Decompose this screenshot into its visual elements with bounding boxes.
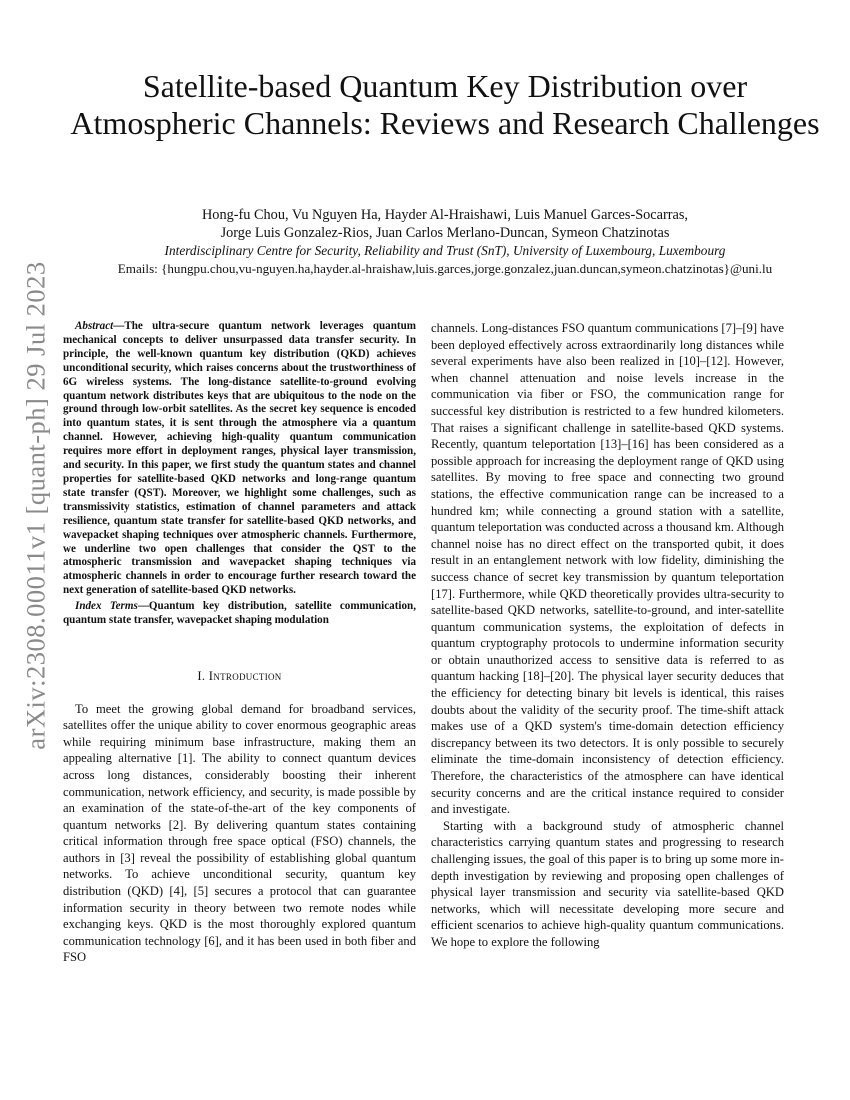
index-terms-label: Index Terms [75, 600, 138, 613]
author-emails: Emails: {hungpu.chou,vu-nguyen.ha,hayder.al-hraishaw,luis.garces,jorge.gonzalez,juan.duncan,symeon.chatzinotas}@uni.lu [117, 261, 773, 276]
introduction-paragraph-1: To meet the growing global demand for broadband services, satellites offer the unique ability to cover enormous geographic areas while requiring minimum base infrastructure, making them an appealing alternative [1]. The ability to connect quantum devices across long distances, considerably boosting their inherent communication, network efficiency, and security, is made possible by an examination of the state-of-the-art of the key components of quantum networks [2]. By delivering quantum states containing critical information through free space optical (FSO) channels, the authors in [3] reveal the possibility of establishing global quantum networks. To achieve unconditional security, quantum key distribution (QKD) [4], [5] secures a protocol that can guarantee information security in theory between two remote nodes while exchanging keys. QKD is the most thoroughly explored quantum communication technology [6], and it has been used in both fiber and FSO [63, 701, 416, 965]
section-number: I. [197, 668, 209, 683]
abstract-text: The ultra-secure quantum network leverages quantum mechanical concepts to deliver unsurpassed data transfer security. In principle, the well-known quantum key distribution (QKD) achieves unconditional security, which raises concerns about the trustworthiness of 6G wireless systems. The long-distance satellite-to-ground evolving quantum network distributes keys that are ubiquitous to the node on the ground through low-orbit satellites. As the secret key sequence is encoded into quantum states, it is sent through the atmosphere via a quantum channel. However, achieving high-quality quantum communication requires more effort in deployment ranges, physical layer transmission, and security. In this paper, we first study the quantum states and channel properties for satellite-based QKD networks and long-range quantum state transfer (QST). Moreover, we highlight some challenges, such as transmissivity statistics, estimation of channel parameters and attack resilience, quantum state transfer for satellite-based QKD networks, and wavepacket shaping techniques over atmospheric channels. Furthermore, we underline two open challenges that consider the QST to the atmospheric transmission and wavepacket shaping techniques via atmospheric channels in order to encourage further research toward the next generation of satellite-based QKD networks. [63, 320, 416, 597]
section-name: Introduction [208, 668, 282, 683]
right-column [431, 320, 784, 951]
abstract-label: Abstract [75, 320, 114, 332]
authors-line-1: Hong-fu Chou, Vu Nguyen Ha, Hayder Al-Hraishawi, Luis Manuel Garces-Socarras, [201, 207, 689, 223]
introduction-paragraph-1-continued: channels. Long-distances FSO quantum communications [7]–[9] have been deployed effectively across extraordinarily long distances while several experiments have also been realized in [10]–[12]. However, when channel attenuation and noise levels increase in the communication via fiber or FSO, the communication range for successful key distribution is restricted to a few hundred kilometers. That raises a significant challenge in satellite-based QKD systems. Recently, quantum teleportation [13]–[16] has been considered as a possible approach for increasing the deployment range of QKD using satellites. By moving to free space and connecting two ground stations, the effective communication range can be increased to a hundred km; while connecting a ground station with a satellite, quantum teleportation was conducted across a thousand km. Although channel noise has no direct effect on the transported qubit, it does result in an entanglement network with low fidelity, diminishing the success chance of secret key transmission by quantum teleportation [17]. Furthermore, while QKD theoretically provides ultra-security to satellite-based QKD networks, satellite-to-ground, and inter-satellite quantum communication systems, the exploitation of defects in quantum cryptography protocols to undermine information security or obtain unauthorized access to sensitive data is referred to as quantum hacking [18]–[20]. The physical layer security deduces that the efficiency for detecting binary bit levels is identical, this raises doubts about the validity of the security proof. The time-shift attack makes use of a QKD system's time-domain detection efficiency discrepancy between its two detectors. It is only possible to securely eliminate the time-domain inconsistency of detection efficiency. Therefore, the characteristics of the atmosphere can have identical security concerns and are the critical instance required to consider and investigate. [431, 321, 784, 817]
index-terms-text: Quantum key distribution, satellite communication, quantum state transfer, wavepacket shaping modulation [63, 600, 416, 627]
index-terms [63, 600, 416, 628]
paper-title: Satellite-based Quantum Key Distribution over Atmospheric Channels: Reviews and Research Challenges [70, 68, 820, 141]
index-terms-dash: — [137, 600, 149, 613]
arxiv-identifier-text: arXiv:2308.00011v1 [quant-ph] 29 Jul 2023 [20, 260, 51, 750]
affiliation: Interdisciplinary Centre for Security, Reliability and Trust (SnT), University of Luxembourg, Luxembourg [164, 243, 726, 258]
abstract-dash: — [113, 320, 125, 332]
authors-line-2: Jorge Luis Gonzalez-Rios, Juan Carlos Merlano-Duncan, Symeon Chatzinotas [220, 225, 670, 241]
section-heading-introduction [63, 668, 416, 685]
introduction-paragraph-2: Starting with a background study of atmospheric channel characteristics carrying quantum states and progressing to research challenging issues, the goal of this paper is to bring up some more in-depth investigation by reviewing and proposing open challenges of physical layer transmission and security via satellite-based QKD networks, which will necessitate developing more secure and efficient scenarios to achieve high-quality quantum communications. We hope to explore the following [431, 818, 784, 949]
abstract [63, 320, 416, 598]
left-column [63, 320, 416, 966]
arxiv-identifier-stamp [10, 260, 62, 750]
author-list [60, 206, 830, 242]
